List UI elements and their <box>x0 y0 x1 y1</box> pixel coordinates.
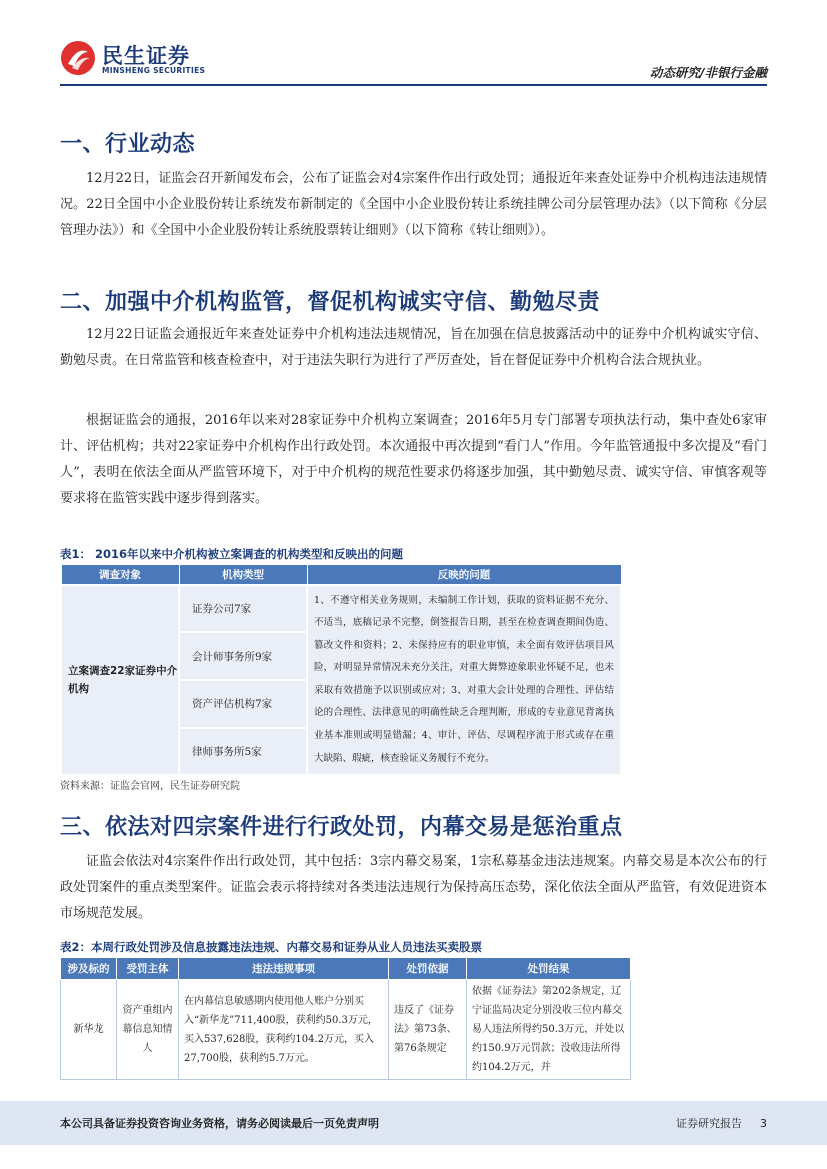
report-category: 动态研究/非银行金融 <box>649 65 767 80</box>
table-penalties <box>60 957 631 1080</box>
institution-type-appraisal: 资产评估机构7家 <box>179 680 307 728</box>
column-header-problems: 反映的问题 <box>307 565 621 585</box>
page-footer <box>0 1101 827 1145</box>
column-header-basis: 处罚依据 <box>389 958 467 980</box>
table-2-caption: 表2：本周行政处罚涉及信息披露违法违规、内幕交易和证券从业人员违法买卖股票 <box>60 940 482 954</box>
institution-type-securities: 证券公司7家 <box>179 585 307 633</box>
page-header <box>0 0 827 90</box>
logo-english-name: MINSHENG SECURITIES <box>102 66 206 75</box>
section-1-paragraph: 12月22日，证监会召开新闻发布会，公布了证监会对4宗案件作出行政处罚；通报近年来查处证券中介机构违法违规情况。22日全国中小企业股份转让系统发布新制定的《全国中小企业股份转让系统挂牌公司分层管理办法》（以下简称《分层管理办法》）和《全国中小企业股份转让系统股票转让细则》（以下简称《转让细则》）。 <box>60 171 767 238</box>
company-logo <box>60 40 210 80</box>
investigation-object: 立案调查22家证券中介机构 <box>61 585 179 776</box>
table-1-source: 资料来源：证监会官网，民生证券研究院 <box>60 781 240 792</box>
institution-type-accounting: 会计师事务所9家 <box>179 632 307 680</box>
page-number: 3 <box>760 1117 767 1130</box>
minsheng-logo-icon <box>60 40 96 76</box>
column-header-subject: 受罚主体 <box>117 958 179 980</box>
penalty-violation: 在内幕信息敏感期内使用他人账户分别买入“新华龙”711,400股，获利约50.3万元，买入537,628股，获利约104.2万元，买入27,700股，获利约5.7万元。 <box>179 980 389 1080</box>
table-1-caption: 表1： 2016年以来中介机构被立案调查的机构类型和反映出的问题 <box>60 547 404 561</box>
penalty-target: 新华龙 <box>61 980 117 1080</box>
penalty-subject: 资产重组内幕信息知情人 <box>117 980 179 1080</box>
problems-description: 1、不遵守相关业务规则，未编制工作计划，获取的资料证据不充分、不适当，底稿记录不完整，倒签报告日期，甚至在检查调查期间伪造、篡改文件和资料；2、未保持应有的职业审慎，未全面有效评估项目风险，对明显异常情况未充分关注，对重大舞弊迹象职业怀疑不足，也未采取有效措施予以识别或应对；3、对重大会计处理的合理性、评估结论的合理性、法律意见的明确性缺乏合理判断，形成的专业意见背离执业基本准则或明显错漏；4、审计、评估、尽调程序流于形式或存在重大缺陷、瑕疵，核查验证义务履行不充分。 <box>307 585 621 776</box>
section-2-paragraph-2: 根据证监会的通报，2016年以来对28家证券中介机构立案调查；2016年5月专门部署专项执法行动，集中查处6家审计、评估机构；共对22家证券中介机构作出行政处罚。本次通报中再次提到“看门人”作用。今年监管通报中多次提及“看门人”，表明在依法全面从严监管环境下，对于中介机构的规范性要求仍将逐步加强，其中勤勉尽责、诚实守信、审慎客观等要求将在监管实践中逐步得到落实。 <box>60 413 767 506</box>
section-3-paragraph: 证监会依法对4宗案件作出行政处罚，其中包括：3宗内幕交易案，1宗私募基金违法违规案。内幕交易是本次公布的行政处罚案件的重点类型案件。证监会表示将持续对各类违法违规行为保持高压态势，深化依法全面从严监管，有效促进资本市场规范发展。 <box>60 854 767 921</box>
penalty-result: 依据《证券法》第202条规定，辽宁证监局决定分别没收三位内幕交易人违法所得约50.3万元，并处以约150.9万元罚款；没收违法所得约104.2万元，并 <box>467 980 631 1080</box>
footer-report-type: 证券研究报告 <box>676 1117 742 1130</box>
column-header-violation: 违法违规事项 <box>179 958 389 980</box>
column-header-target: 涉及标的 <box>61 958 117 980</box>
penalty-basis: 违反了《证券法》第73条、第76条规定 <box>389 980 467 1080</box>
footer-right <box>658 1115 767 1131</box>
institution-type-law: 律师事务所5家 <box>179 728 307 776</box>
table-intermediary-investigations <box>60 564 622 776</box>
section-heading-industry-news: 一、行业动态 <box>60 132 196 157</box>
section-heading-intermediary-supervision: 二、加强中介机构监管，督促机构诚实守信、勤勉尽责 <box>60 290 601 315</box>
section-heading-administrative-penalties: 三、依法对四宗案件进行行政处罚，内幕交易是惩治重点 <box>60 815 623 840</box>
header-divider <box>60 84 767 86</box>
column-header-type: 机构类型 <box>179 565 307 585</box>
section-2-paragraph-1: 12月22日证监会通报近年来查处证券中介机构违法违规情况，旨在加强在信息披露活动中的证券中介机构诚实守信、勤勉尽责。在日常监管和核查检查中，对于违法失职行为进行了严厉查处，旨在督促证券中介机构合法合规执业。 <box>60 327 767 368</box>
table-row <box>61 980 631 1080</box>
column-header-result: 处罚结果 <box>467 958 631 980</box>
footer-disclaimer: 本公司具备证券投资咨询业务资格，请务必阅读最后一页免责声明 <box>60 1117 379 1130</box>
logo-chinese-name: 民生证券 <box>102 44 190 68</box>
column-header-object: 调查对象 <box>61 565 179 585</box>
